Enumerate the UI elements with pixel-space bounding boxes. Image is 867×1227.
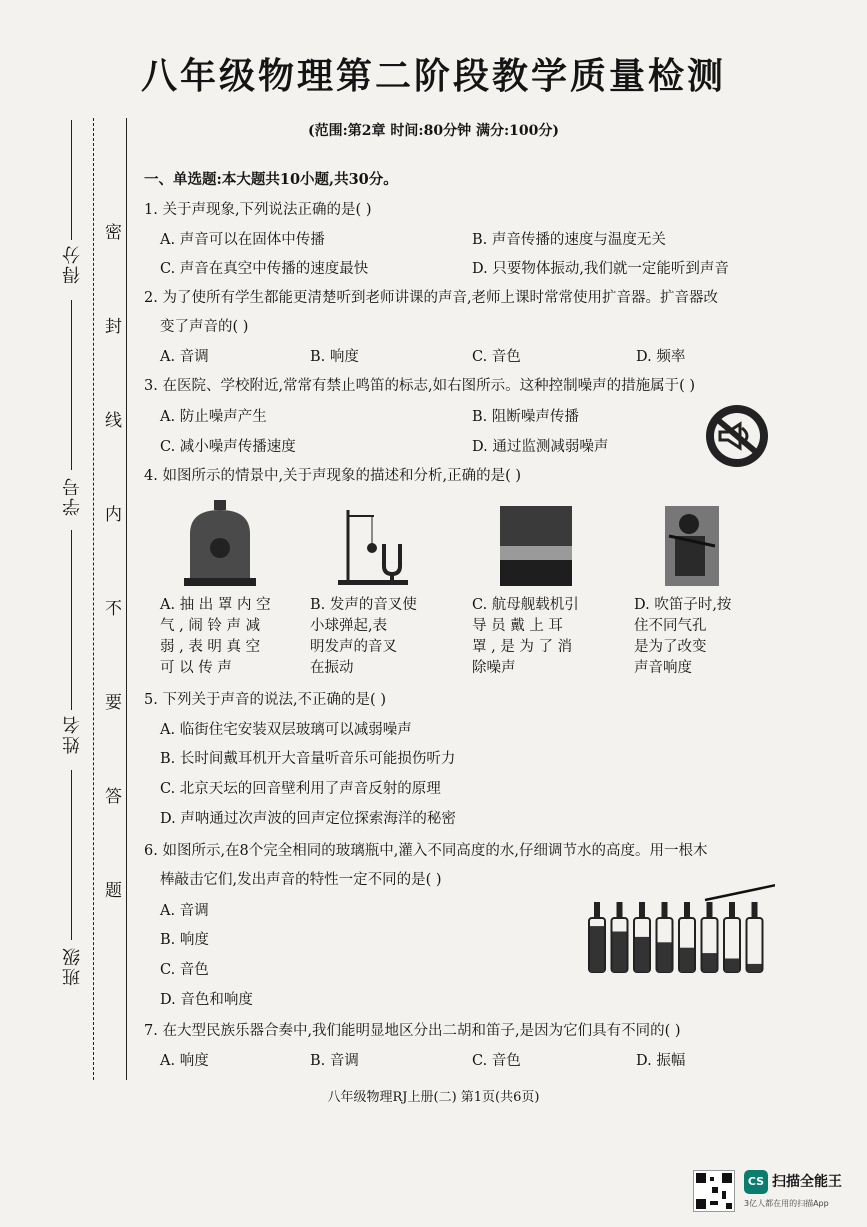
glass-bottle [747, 902, 763, 972]
q1-option-c: C. 声音在真空中传播的速度最快 [160, 261, 369, 277]
page-title: 八年级物理第二阶段教学质量检测 [140, 56, 726, 97]
scanner-logo-icon: CS [744, 1170, 768, 1194]
glass-bottle [657, 902, 673, 972]
page-footer: 八年级物理RJ上册(二) 第1页(共6页) [327, 1090, 540, 1105]
qr-code-icon [693, 1170, 735, 1212]
glass-bottle [679, 902, 695, 972]
q4-option-d: D. 吹笛子时,按 住不同气孔 是为了改变 声音响度 [634, 597, 732, 676]
bottle-water [680, 948, 694, 972]
q1-option-a: A. 声音可以在固体中传播 [160, 232, 325, 248]
glass-bottle [724, 902, 740, 972]
seal-char: 密 [105, 223, 122, 243]
exam-scope: (范围:第2章 时间:80分钟 满分:100分) [308, 123, 559, 139]
seal-char: 封 [105, 317, 122, 337]
q3-option-c: C. 减小噪声传播速度 [160, 439, 296, 455]
q5-option-a: A. 临街住宅安装双层玻璃可以减弱噪声 [160, 722, 412, 738]
seal-char: 要 [105, 693, 122, 713]
name-label: 姓名 [62, 714, 83, 754]
q2-option-c: C. 音色 [472, 349, 521, 365]
bottle-water [635, 937, 649, 972]
q3-option-b: B. 阻断噪声传播 [472, 409, 579, 425]
scanner-tagline: 3亿人都在用的扫描App [744, 1199, 829, 1208]
bottle-water [658, 942, 672, 972]
q4-option-a: A. 抽 出 罩 内 空 气 , 闹 铃 声 减 弱 , 表 明 真 空 可 以 传 声 [160, 597, 271, 676]
seal-char: 不 [105, 599, 122, 619]
no-honking-sign-icon [702, 402, 772, 470]
q6-option-a: A. 音调 [160, 903, 209, 919]
name-blank [71, 530, 72, 710]
q3-option-a: A. 防止噪声产生 [160, 409, 267, 425]
glass-bottle [589, 902, 605, 972]
q2-option-a: A. 音调 [160, 349, 209, 365]
q1-option-b: B. 声音传播的速度与温度无关 [472, 232, 666, 248]
wooden-stick [705, 884, 775, 900]
bottle-water [613, 932, 627, 973]
q7-option-c: C. 音色 [472, 1053, 521, 1069]
bell-jar-picture [180, 498, 260, 586]
q4-option-b: B. 发声的音叉使 小球弹起,表 明发声的音叉 在振动 [310, 597, 417, 676]
seal-line-dashed [93, 118, 94, 1080]
q7-option-d: D. 振幅 [636, 1053, 686, 1069]
q5-option-c: C. 北京天坛的回音壁利用了声音反射的原理 [160, 781, 441, 797]
question-2-stem: 2. 为了使所有学生都能更清楚听到老师讲课的声音,老师上课时常常使用扩音器。扩音器改 [144, 290, 719, 306]
score-blank [71, 120, 72, 240]
seal-char: 题 [105, 881, 122, 901]
q5-option-d: D. 声呐通过次声波的回声定位探索海洋的秘密 [160, 811, 456, 827]
section-heading: 一、单选题:本大题共10小题,共30分。 [144, 171, 398, 188]
question-3-stem: 3. 在医院、学校附近,常常有禁止鸣笛的标志,如右图所示。这种控制噪声的措施属于( ) [144, 378, 696, 394]
q7-option-a: A. 响度 [160, 1053, 209, 1069]
q1-option-d: D. 只要物体振动,我们就一定能听到声音 [472, 261, 729, 277]
flute-player-picture [665, 506, 719, 586]
question-5-stem: 5. 下列关于声音的说法,不正确的是( ) [144, 692, 386, 708]
q3-option-d: D. 通过监测减弱噪声 [472, 439, 609, 455]
question-6-stem-cont: 棒敲击它们,发出声音的特性一定不同的是( ) [160, 872, 442, 888]
glass-bottle [634, 902, 650, 972]
q5-option-b: B. 长时间戴耳机开大音量听音乐可能损伤听力 [160, 751, 456, 767]
q6-option-c: C. 音色 [160, 962, 209, 978]
q2-option-b: B. 响度 [310, 349, 359, 365]
question-1-stem: 1. 关于声现象,下列说法正确的是( ) [144, 202, 372, 218]
seal-char: 内 [105, 505, 122, 525]
carrier-crew-picture [500, 506, 572, 586]
glass-bottles-picture [585, 880, 775, 976]
seal-char: 线 [105, 411, 122, 431]
student-id-blank [71, 300, 72, 470]
tuning-fork-picture [334, 504, 414, 586]
class-label: 班级 [62, 946, 83, 986]
bottle-water [725, 959, 739, 973]
q6-option-b: B. 响度 [160, 932, 209, 948]
q2-option-d: D. 频率 [636, 349, 686, 365]
seal-char: 答 [105, 787, 122, 807]
glass-bottle [612, 902, 628, 972]
q4-option-c: C. 航母舰载机引 导 员 戴 上 耳 罩 , 是 为 了 消 除噪声 [472, 597, 579, 676]
class-blank [71, 770, 72, 940]
scanner-app-name: 扫描全能王 [772, 1174, 842, 1190]
question-6-stem: 6. 如图所示,在8个完全相同的玻璃瓶中,灌入不同高度的水,仔细调节水的高度。用一根木 [144, 843, 708, 859]
q7-option-b: B. 音调 [310, 1053, 359, 1069]
bottle-water [703, 953, 717, 972]
question-7-stem: 7. 在大型民族乐器合奏中,我们能明显地区分出二胡和笛子,是因为它们具有不同的( ) [144, 1023, 681, 1039]
question-2-stem-cont: 变了声音的( ) [160, 319, 249, 335]
bottle-water [590, 926, 604, 972]
student-id-label: 学号 [62, 476, 83, 516]
glass-bottle [702, 902, 718, 972]
score-label: 得分 [62, 244, 83, 284]
bottle-water [748, 964, 762, 972]
seal-line-solid [126, 118, 127, 1080]
q6-option-d: D. 音色和响度 [160, 992, 253, 1008]
question-4-stem: 4. 如图所示的情景中,关于声现象的描述和分析,正确的是( ) [144, 468, 522, 484]
